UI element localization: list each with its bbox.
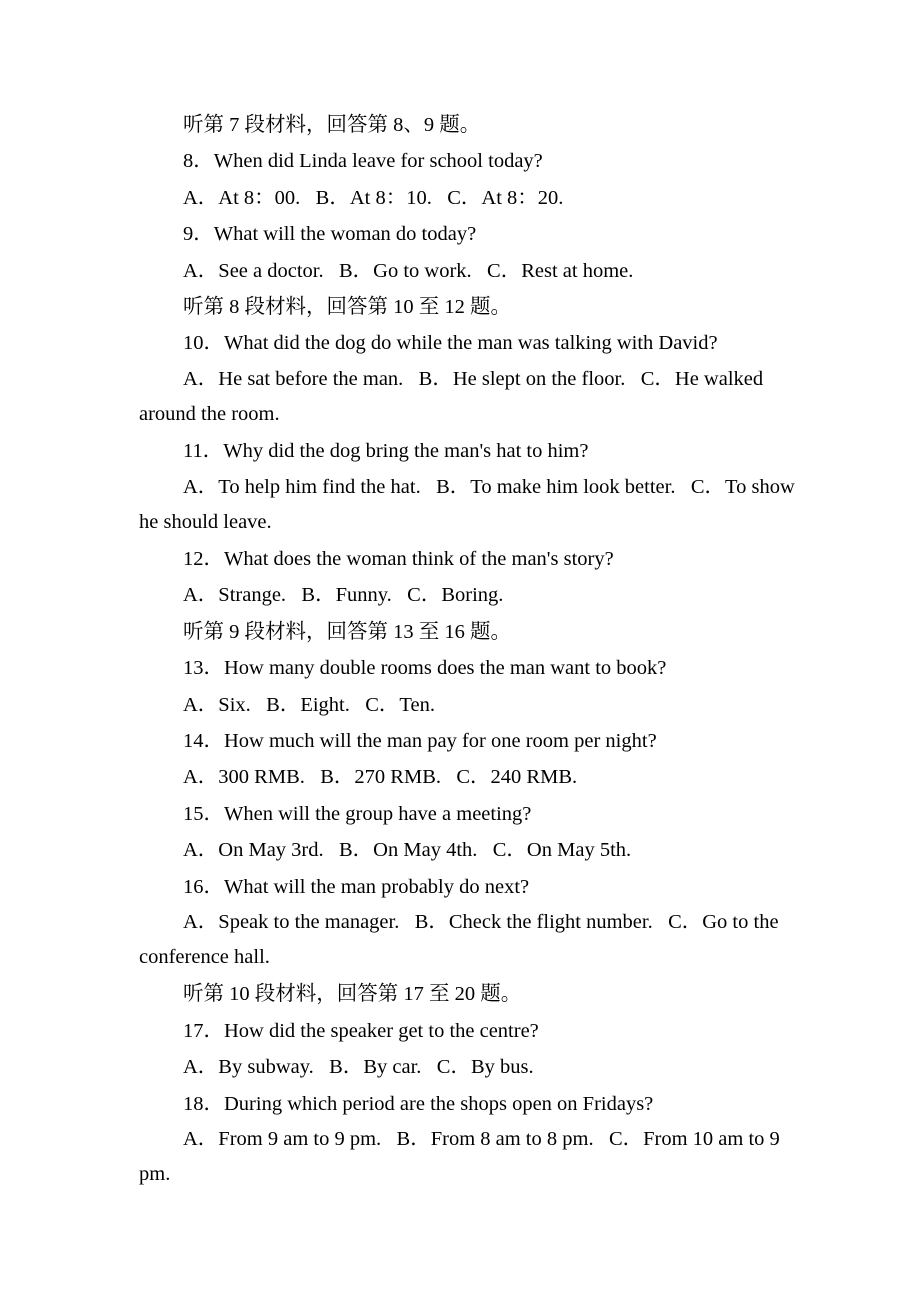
question-10: 10．What did the dog do while the man was talking with David?	[183, 332, 718, 355]
options-18: A．From 9 am to 9 pm. B．From 8 am to 8 pm. C．From 10 am to 9 pm.	[139, 1128, 785, 1186]
question-16: 16．What will the man probably do next?	[183, 875, 530, 898]
section-heading-8: 听第 8 段材料，回答第 10 至 12 题。	[183, 296, 511, 319]
options-10: A．He sat before the man. B．He slept on the floor. C．He walked around the room.	[139, 367, 769, 425]
question-13: 13．How many double rooms does the man want to book?	[183, 657, 667, 680]
options-11: A．To help him find the hat. B．To make him look better. C．To show he should leave.	[139, 475, 800, 533]
question-list	[139, 107, 809, 1194]
options-13: A．Six. B．Eight. C．Ten.	[183, 693, 435, 716]
options-15: A．On May 3rd. B．On May 4th. C．On May 5th.	[183, 839, 632, 862]
options-17: A．By subway. B．By car. C．By bus.	[183, 1056, 534, 1079]
options-8: A．At 8：00. B．At 8：10. C．At 8：20.	[183, 186, 564, 209]
question-9: 9．What will the woman do today?	[183, 223, 477, 246]
options-14: A．300 RMB. B．270 RMB. C．240 RMB.	[183, 766, 578, 789]
section-heading-7: 听第 7 段材料，回答第 8、9 题。	[183, 114, 481, 136]
options-16: A．Speak to the manager. B．Check the flight number. C．Go to the conference hall.	[139, 911, 784, 969]
question-8: 8．When did Linda leave for school today?	[183, 150, 543, 173]
question-11: 11．Why did the dog bring the man's hat to him?	[183, 440, 589, 463]
options-9: A．See a doctor. B．Go to work. C．Rest at home.	[183, 259, 634, 282]
section-heading-9: 听第 9 段材料，回答第 13 至 16 题。	[183, 620, 511, 643]
question-12: 12．What does the woman think of the man's story?	[183, 548, 614, 571]
section-heading-10: 听第 10 段材料，回答第 17 至 20 题。	[183, 983, 522, 1006]
question-17: 17．How did the speaker get to the centre?	[183, 1019, 539, 1042]
question-14: 14．How much will the man pay for one room per night?	[183, 730, 657, 753]
options-12: A．Strange. B．Funny. C．Boring.	[183, 584, 504, 607]
question-18: 18．During which period are the shops open on Fridays?	[183, 1092, 654, 1115]
question-15: 15．When will the group have a meeting?	[183, 802, 532, 825]
